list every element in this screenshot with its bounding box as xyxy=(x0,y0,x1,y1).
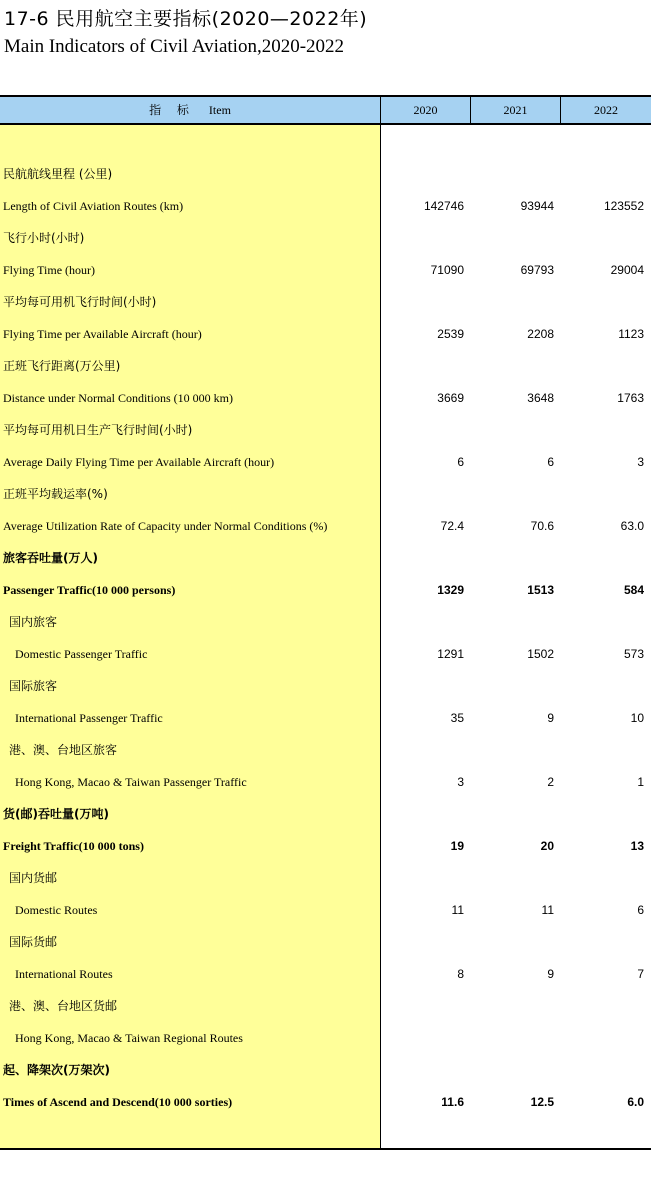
table-title-en: Main Indicators of Civil Aviation,2020-2022 xyxy=(4,36,345,57)
table-row-cn xyxy=(0,926,651,958)
header-year-2020: 2020 xyxy=(381,97,471,123)
cell-value-2020: 2539 xyxy=(437,327,464,341)
table-row-cn xyxy=(0,542,651,574)
row-label-cn: 起、降架次(万架次) xyxy=(3,1063,110,1077)
cell-value-2020: 71090 xyxy=(430,263,464,277)
table-row-cn xyxy=(0,734,651,766)
cell-value-2020: 8 xyxy=(457,967,464,981)
table-row-en xyxy=(0,638,651,670)
cell-value-2021: 9 xyxy=(547,967,554,981)
cell-value-2021: 2 xyxy=(547,775,554,789)
cell-value-2022: 573 xyxy=(623,647,644,661)
table-row-cn xyxy=(0,286,651,318)
row-label-cn: 港、澳、台地区旅客 xyxy=(9,743,118,757)
table-row-cn xyxy=(0,350,651,382)
cell-value-2020: 11.6 xyxy=(441,1095,464,1109)
cell-value-2022 xyxy=(561,1022,644,1054)
cell-value-2022: 3 xyxy=(637,455,644,469)
cell-value-2021: 9 xyxy=(547,711,554,725)
table-row-cn xyxy=(0,990,651,1022)
cell-value-2021: 69793 xyxy=(520,263,554,277)
cell-value-2021: 2208 xyxy=(527,327,554,341)
cell-value-2021: 70.6 xyxy=(530,519,554,533)
cell-value-2022: 7 xyxy=(637,967,644,981)
cell-value-2020: 1329 xyxy=(437,583,464,597)
cell-value-2022: 29004 xyxy=(610,263,644,277)
row-label-cn: 正班飞行距离(万公里) xyxy=(3,359,121,373)
table-row-cn xyxy=(0,414,651,446)
cell-value-2020: 72.4 xyxy=(440,519,464,533)
table-row-en xyxy=(0,446,651,478)
header-year-2021: 2021 xyxy=(471,97,561,123)
cell-value-2020: 3 xyxy=(457,775,464,789)
table-row-cn xyxy=(0,1054,651,1086)
table-row-cn xyxy=(0,158,651,190)
table-row-cn xyxy=(0,798,651,830)
cell-value-2021: 11 xyxy=(541,903,554,917)
table-row-en xyxy=(0,190,651,222)
row-label-en: Flying Time per Available Aircraft (hour) xyxy=(3,327,202,341)
cell-value-2020: 6 xyxy=(457,455,464,469)
row-label-en: International Routes xyxy=(15,967,113,981)
row-label-en: International Passenger Traffic xyxy=(15,711,163,725)
row-label-cn: 民航航线里程 (公里) xyxy=(3,167,113,181)
table-row-en xyxy=(0,254,651,286)
cell-value-2022: 584 xyxy=(623,583,644,597)
table-bottom-rule xyxy=(0,1148,651,1150)
cell-value-2022: 1 xyxy=(637,775,644,789)
table-row-en xyxy=(0,894,651,926)
row-label-cn: 平均每可用机飞行时间(小时) xyxy=(3,295,157,309)
table-row-en xyxy=(0,318,651,350)
row-label-cn: 正班平均载运率(%) xyxy=(3,487,108,501)
table-row-en xyxy=(0,510,651,542)
row-label-en: Length of Civil Aviation Routes (km) xyxy=(3,199,184,213)
cell-value-2022: 123552 xyxy=(603,199,644,213)
cell-value-2022: 10 xyxy=(630,711,644,725)
table-title-cn: 17-6 民用航空主要指标(2020—2022年) xyxy=(4,8,368,30)
row-label-cn: 国际货邮 xyxy=(9,935,58,949)
table-row-cn xyxy=(0,606,651,638)
header-year-2022: 2022 xyxy=(594,103,618,117)
cell-value-2020: 35 xyxy=(450,711,464,725)
cell-value-2021: 6 xyxy=(547,455,554,469)
row-label-cn: 国内旅客 xyxy=(9,615,58,629)
cell-value-2022: 1763 xyxy=(617,391,644,405)
table-header xyxy=(0,95,651,125)
cell-value-2020: 3669 xyxy=(437,391,464,405)
table-row-en xyxy=(0,702,651,734)
table-row-en xyxy=(0,830,651,862)
row-label-en: Average Utilization Rate of Capacity under Normal Conditions (%) xyxy=(3,519,328,533)
cell-value-2020: 142746 xyxy=(423,199,464,213)
header-item-cn: 指 标 xyxy=(149,103,195,117)
row-label-en: Flying Time (hour) xyxy=(3,263,96,277)
cell-value-2021: 12.5 xyxy=(530,1095,554,1109)
row-label-en: Times of Ascend and Descend(10 000 sorties) xyxy=(3,1095,233,1109)
header-item xyxy=(0,97,381,123)
row-label-en: Domestic Passenger Traffic xyxy=(15,647,148,661)
row-label-en: Freight Traffic(10 000 tons) xyxy=(3,839,144,853)
cell-value-2020: 11 xyxy=(451,903,464,917)
table-row-en xyxy=(0,1022,651,1054)
table-row-cn xyxy=(0,862,651,894)
cell-value-2021: 3648 xyxy=(527,391,554,405)
row-label-cn: 国际旅客 xyxy=(9,679,58,693)
row-label-cn: 货(邮)吞吐量(万吨) xyxy=(3,807,109,821)
cell-value-2021: 93944 xyxy=(520,199,554,213)
row-label-en: Distance under Normal Conditions (10 000 km) xyxy=(3,391,233,405)
row-label-en: Average Daily Flying Time per Available Aircraft (hour) xyxy=(3,455,275,469)
cell-value-2020: 1291 xyxy=(437,647,464,661)
table-row-en xyxy=(0,574,651,606)
row-label-cn: 飞行小时(小时) xyxy=(3,231,85,245)
table-row-en xyxy=(0,766,651,798)
table-row-cn xyxy=(0,478,651,510)
row-label-cn: 港、澳、台地区货邮 xyxy=(9,999,118,1013)
row-label-en: Domestic Routes xyxy=(15,903,98,917)
table-row-en xyxy=(0,958,651,990)
cell-value-2021: 20 xyxy=(540,839,554,853)
cell-value-2021 xyxy=(471,1022,554,1054)
cell-value-2020: 19 xyxy=(450,839,464,853)
row-label-cn: 旅客吞吐量(万人) xyxy=(3,551,98,565)
table-row-en xyxy=(0,1086,651,1118)
table-row-en xyxy=(0,382,651,414)
indicators-table xyxy=(0,95,651,1150)
cell-value-2021: 1513 xyxy=(527,583,554,597)
cell-value-2022: 63.0 xyxy=(620,519,644,533)
row-label-en: Hong Kong, Macao & Taiwan Passenger Traffic xyxy=(15,775,247,789)
cell-value-2022: 13 xyxy=(630,839,644,853)
row-label-en: Hong Kong, Macao & Taiwan Regional Routes xyxy=(15,1031,243,1045)
cell-value-2022: 1123 xyxy=(618,327,644,341)
table-row-cn xyxy=(0,222,651,254)
row-label-cn: 国内货邮 xyxy=(9,871,58,885)
table-row-cn xyxy=(0,670,651,702)
cell-value-2022: 6.0 xyxy=(627,1095,644,1109)
row-label-cn: 平均每可用机日生产飞行时间(小时) xyxy=(3,423,193,437)
cell-value-2021: 1502 xyxy=(527,647,554,661)
header-item-en: Item xyxy=(208,103,231,117)
row-label-en: Passenger Traffic(10 000 persons) xyxy=(3,583,176,597)
cell-value-2020 xyxy=(381,1022,464,1054)
cell-value-2022: 6 xyxy=(637,903,644,917)
